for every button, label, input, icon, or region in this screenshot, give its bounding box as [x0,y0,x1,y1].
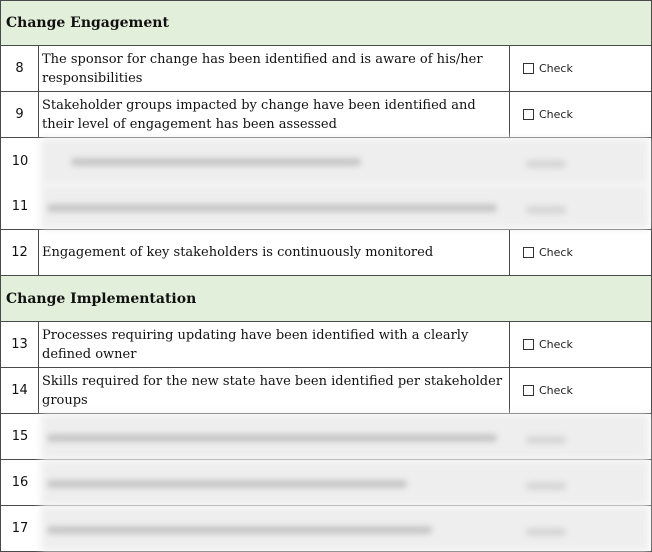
row-number: 12 [1,230,39,275]
row-description [39,230,510,275]
section-header-change-engagement [1,1,651,46]
section-title: Change Implementation [6,290,197,307]
redacted-text [47,434,497,442]
checklist-row [1,368,651,414]
redacted-text [47,204,497,212]
check-label: Check [539,62,573,75]
redacted-check [526,482,566,490]
row-description-text: Processes requiring updating have been identified with a clearly defined owner [42,327,469,362]
checklist-row [1,46,651,92]
row-description-text: Stakeholder groups impacted by change have been identified and their level of engagement has been assessed [42,97,476,132]
checkbox[interactable] [523,63,534,74]
checkbox[interactable] [523,385,534,396]
checkbox[interactable] [523,247,534,258]
checklist-row-redacted [1,138,651,184]
row-number: 11 [11,199,29,214]
check-cell [510,46,651,91]
section-header-change-implementation [1,276,651,322]
check-cell [510,368,651,413]
checklist-row-redacted [1,414,651,460]
row-description [39,322,510,367]
row-description-text: Engagement of key stakeholders is continuously monitored [42,245,434,260]
redacted-check [526,206,566,214]
row-number: 14 [1,368,39,413]
row-description-text: Skills required for the new state have been identified per stakeholder groups [42,373,503,408]
row-number: 8 [1,46,39,91]
row-number: 10 [11,153,29,169]
checkbox[interactable] [523,109,534,120]
checklist-row [1,92,651,138]
row-number: 13 [1,322,39,367]
check-cell [510,322,651,367]
checklist-row [1,230,651,276]
row-number: 9 [1,92,39,137]
row-number: 15 [11,429,29,444]
check-label: Check [539,384,573,397]
redacted-check [526,528,566,536]
check-label: Check [539,338,573,351]
checkbox[interactable] [523,339,534,350]
check-label: Check [539,108,573,121]
redacted-check [526,160,566,168]
redacted-text [71,158,361,166]
row-number: 16 [11,475,29,490]
row-description [39,92,510,137]
redacted-text [47,480,407,488]
checklist-row-redacted [1,506,651,551]
redacted-text [47,526,432,534]
row-description [39,46,510,91]
section-title: Change Engagement [6,15,169,31]
checklist-row [1,322,651,368]
checklist-row-redacted [1,460,651,506]
row-number: 17 [11,521,29,536]
row-description [39,368,510,413]
check-cell [510,230,651,275]
check-label: Check [539,246,573,259]
redacted-check [526,436,566,444]
check-cell [510,92,651,137]
row-description-text: The sponsor for change has been identified and is aware of his/her responsibilities [42,51,483,86]
checklist-row-redacted [1,184,651,230]
